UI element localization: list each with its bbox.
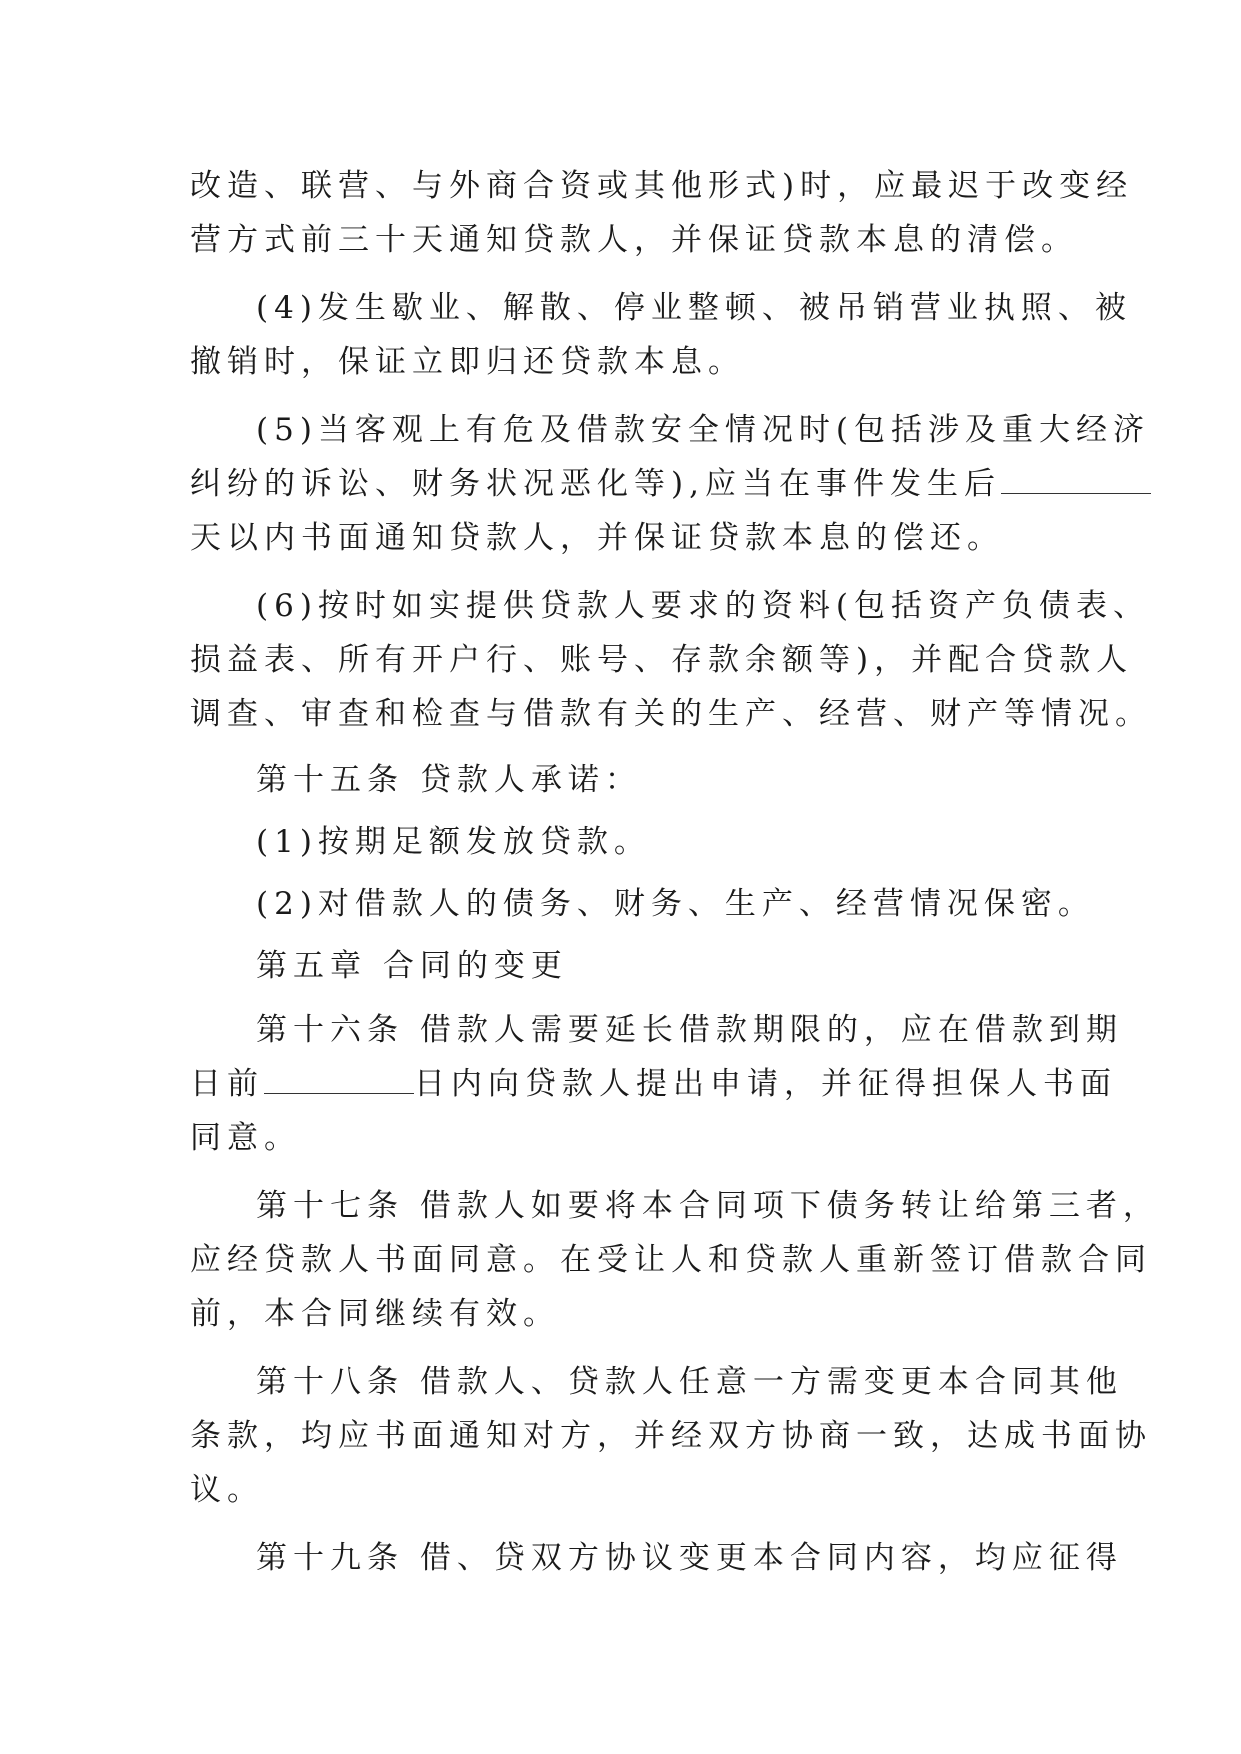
- list-item: (2)对借款人的债务、财务、生产、经营情况保密。: [256, 886, 1095, 922]
- text-line: (6)按时如实提供贷款人要求的资料(包括资产负债表、: [256, 588, 1151, 624]
- text-line: 天以内书面通知贷款人，并保证贷款本息的偿还。: [190, 520, 1004, 556]
- text-line: 应经贷款人书面同意。在受让人和贷款人重新签订借款合同: [190, 1242, 1152, 1278]
- fill-in-blank: [264, 1067, 414, 1094]
- fill-in-blank: [1001, 467, 1151, 494]
- text-line: [190, 1064, 1117, 1104]
- text-line: 议。: [190, 1472, 264, 1508]
- text-line: 第十七条 借款人如要将本合同项下债务转让给第三者，: [256, 1188, 1160, 1224]
- text-line: (4)发生歇业、解散、停业整顿、被吊销营业执照、被: [256, 290, 1132, 326]
- text-line: 改造、联营、与外商合资或其他形式)时，应最迟于改变经: [190, 168, 1134, 204]
- text-line: 条款，均应书面通知对方，并经双方协商一致，达成书面协: [190, 1418, 1152, 1454]
- text-line: 第十八条 借款人、贷款人任意一方需变更本合同其他: [256, 1364, 1123, 1400]
- text-line: 第十六条 借款人需要延长借款期限的，应在借款到期: [256, 1012, 1123, 1048]
- article-heading: 第十五条 贷款人承诺：: [256, 762, 642, 798]
- text-line: [190, 464, 1151, 504]
- text-segment: 纠纷的诉讼、财务状况恶化等),应当在事件发生后: [190, 466, 1001, 502]
- text-line: 第十九条 借、贷双方协议变更本合同内容，均应征得: [256, 1540, 1123, 1576]
- text-line: (5)当客观上有危及借款安全情况时(包括涉及重大经济: [256, 412, 1151, 448]
- text-line: 撤销时，保证立即归还贷款本息。: [190, 344, 745, 380]
- text-line: 前，本合同继续有效。: [190, 1296, 560, 1332]
- text-segment: 日前: [190, 1066, 264, 1102]
- chapter-heading: 第五章 合同的变更: [256, 948, 568, 984]
- text-line: 同意。: [190, 1120, 301, 1156]
- list-item: (1)按期足额发放贷款。: [256, 824, 651, 860]
- text-line: 损益表、所有开户行、账号、存款余额等)，并配合贷款人: [190, 642, 1134, 678]
- text-line: 调查、审查和检查与借款有关的生产、经营、财产等情况。: [190, 696, 1152, 732]
- text-line: 营方式前三十天通知贷款人，并保证贷款本息的清偿。: [190, 222, 1078, 258]
- text-segment: 日内向贷款人提出申请，并征得担保人书面: [414, 1066, 1117, 1102]
